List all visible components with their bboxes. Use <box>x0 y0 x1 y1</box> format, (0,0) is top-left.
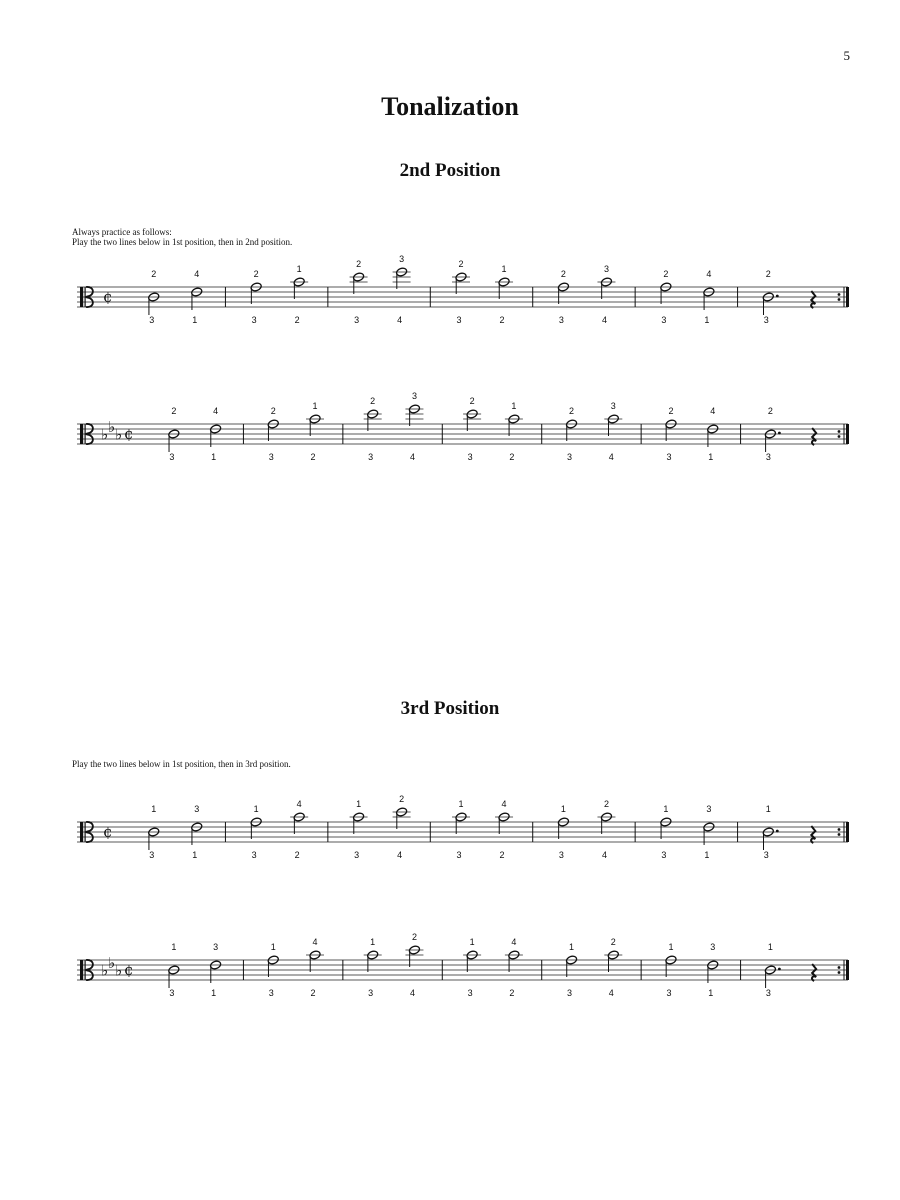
note <box>505 937 523 998</box>
fingering-below: 2 <box>509 988 515 998</box>
fingering-above: 4 <box>710 406 716 416</box>
fingering-below: 3 <box>169 988 175 998</box>
fingering-above: 1 <box>312 401 318 411</box>
fingering-below: 3 <box>251 850 257 860</box>
note <box>350 799 368 860</box>
instruction-line: Play the two lines below in 1st position, then in 3rd position. <box>72 759 291 769</box>
page-number: 5 <box>843 48 850 63</box>
note <box>290 799 308 860</box>
repeat-dot <box>838 293 841 296</box>
repeat-dot <box>838 971 841 974</box>
final-barline <box>846 960 849 980</box>
fingering-below: 3 <box>268 988 274 998</box>
flat-accidental: ♭ <box>108 954 116 972</box>
fingering-above: 4 <box>511 937 517 947</box>
repeat-dot <box>838 833 841 836</box>
fingering-above: 3 <box>411 391 417 401</box>
fingering-below: 1 <box>211 452 217 462</box>
fingering-below: 1 <box>192 850 198 860</box>
quarter-rest <box>811 826 815 843</box>
staff-2nd-position-line-2 <box>0 392 900 482</box>
note <box>405 391 423 462</box>
staff-3rd-position-line-1 <box>0 790 900 880</box>
fingering-below: 1 <box>704 315 710 325</box>
repeat-dot <box>838 828 841 831</box>
note <box>306 401 324 462</box>
note <box>597 799 615 860</box>
note <box>604 401 622 462</box>
fingering-below: 1 <box>708 988 714 998</box>
time-signature: ¢ <box>124 961 134 979</box>
fingering-below: 3 <box>763 850 769 860</box>
note <box>364 937 382 998</box>
fingering-above: 3 <box>710 942 716 952</box>
fingering-above: 3 <box>706 804 712 814</box>
time-signature: ¢ <box>124 425 134 443</box>
fingering-below: 2 <box>499 850 505 860</box>
fingering-below: 3 <box>467 452 473 462</box>
fingering-below: 4 <box>608 988 614 998</box>
augmentation-dot <box>778 968 781 971</box>
repeat-dot <box>838 430 841 433</box>
fingering-below: 3 <box>558 315 564 325</box>
repeat-dot <box>838 966 841 969</box>
fingering-above: 1 <box>356 799 362 809</box>
fingering-above: 1 <box>253 804 259 814</box>
repeat-dot <box>838 298 841 301</box>
fingering-below: 2 <box>310 988 316 998</box>
note <box>495 264 513 325</box>
fingering-below: 3 <box>567 452 573 462</box>
fingering-above: 2 <box>765 269 771 279</box>
fingering-above: 2 <box>603 799 609 809</box>
instructions-3rd-position <box>72 759 291 769</box>
flat-accidental: ♭ <box>108 418 116 436</box>
fingering-below: 3 <box>149 315 155 325</box>
quarter-rest <box>811 291 815 308</box>
fingering-above: 1 <box>370 937 376 947</box>
fingering-above: 1 <box>458 799 464 809</box>
augmentation-dot <box>776 830 779 833</box>
fingering-above: 1 <box>151 804 157 814</box>
fingering-above: 3 <box>194 804 200 814</box>
fingering-above: 1 <box>560 804 566 814</box>
fingering-above: 1 <box>501 264 507 274</box>
final-barline <box>846 287 849 307</box>
fingering-above: 4 <box>296 799 302 809</box>
fingering-above: 2 <box>767 406 773 416</box>
fingering-above: 1 <box>469 937 475 947</box>
fingering-below: 4 <box>397 850 403 860</box>
fingering-below: 3 <box>268 452 274 462</box>
fingering-above: 2 <box>270 406 276 416</box>
fingering-below: 4 <box>409 988 415 998</box>
fingering-below: 3 <box>149 850 155 860</box>
fingering-above: 1 <box>270 942 276 952</box>
fingering-above: 1 <box>668 942 674 952</box>
fingering-below: 4 <box>601 315 607 325</box>
fingering-below: 3 <box>567 988 573 998</box>
fingering-below: 2 <box>294 850 300 860</box>
time-signature: ¢ <box>103 288 113 306</box>
fingering-above: 3 <box>213 942 219 952</box>
fingering-below: 4 <box>601 850 607 860</box>
instructions-2nd-position <box>72 227 292 247</box>
final-barline <box>846 822 849 842</box>
fingering-below: 4 <box>397 315 403 325</box>
fingering-above: 2 <box>469 396 475 406</box>
fingering-below: 3 <box>354 850 360 860</box>
fingering-below: 1 <box>704 850 710 860</box>
fingering-below: 3 <box>467 988 473 998</box>
quarter-rest <box>812 964 816 981</box>
fingering-below: 3 <box>765 452 771 462</box>
fingering-below: 3 <box>666 988 672 998</box>
fingering-below: 3 <box>368 452 374 462</box>
fingering-above: 2 <box>560 269 566 279</box>
augmentation-dot <box>776 295 779 298</box>
fingering-below: 1 <box>211 988 217 998</box>
fingering-above: 1 <box>765 804 771 814</box>
note <box>393 254 411 325</box>
fingering-below: 3 <box>456 315 462 325</box>
staff-2nd-position-line-1 <box>0 255 900 345</box>
fingering-below: 3 <box>765 988 771 998</box>
fingering-above: 3 <box>610 401 616 411</box>
fingering-above: 3 <box>603 264 609 274</box>
fingering-above: 1 <box>511 401 517 411</box>
fingering-below: 4 <box>409 452 415 462</box>
note <box>290 264 308 325</box>
fingering-below: 3 <box>558 850 564 860</box>
fingering-below: 2 <box>294 315 300 325</box>
note <box>495 799 513 860</box>
fingering-below: 3 <box>354 315 360 325</box>
fingering-above: 4 <box>213 406 219 416</box>
note <box>463 937 481 998</box>
fingering-above: 2 <box>399 794 405 804</box>
fingering-above: 2 <box>569 406 575 416</box>
flat-accidental: ♭ <box>115 961 123 980</box>
fingering-above: 1 <box>767 942 773 952</box>
flat-accidental: ♭ <box>115 425 123 444</box>
fingering-below: 4 <box>608 452 614 462</box>
fingering-above: 1 <box>296 264 302 274</box>
fingering-above: 2 <box>370 396 376 406</box>
page-title: Tonalization <box>381 92 519 121</box>
section-title-3rd-position: 3rd Position <box>400 698 500 719</box>
flat-accidental: ♭ <box>101 425 109 444</box>
fingering-below: 1 <box>708 452 714 462</box>
fingering-above: 1 <box>171 942 177 952</box>
instruction-line: Always practice as follows: <box>72 227 172 237</box>
fingering-below: 3 <box>251 315 257 325</box>
quarter-rest <box>812 428 816 445</box>
note <box>597 264 615 325</box>
note <box>604 937 622 998</box>
fingering-below: 2 <box>499 315 505 325</box>
staff-3rd-position-line-2 <box>0 928 900 1018</box>
note <box>452 799 470 860</box>
fingering-above: 4 <box>194 269 200 279</box>
fingering-above: 2 <box>610 937 616 947</box>
fingering-above: 2 <box>253 269 259 279</box>
note <box>505 401 523 462</box>
fingering-above: 4 <box>501 799 507 809</box>
fingering-above: 2 <box>458 259 464 269</box>
fingering-below: 3 <box>456 850 462 860</box>
fingering-above: 2 <box>356 259 362 269</box>
fingering-below: 3 <box>661 315 667 325</box>
fingering-above: 2 <box>171 406 177 416</box>
final-barline <box>846 424 849 444</box>
fingering-above: 2 <box>663 269 669 279</box>
note <box>306 937 324 998</box>
time-signature: ¢ <box>103 823 113 841</box>
fingering-above: 2 <box>151 269 157 279</box>
fingering-above: 1 <box>569 942 575 952</box>
fingering-above: 1 <box>663 804 669 814</box>
fingering-above: 3 <box>399 254 405 264</box>
fingering-above: 2 <box>411 932 417 942</box>
fingering-above: 2 <box>668 406 674 416</box>
section-title-2nd-position: 2nd Position <box>399 160 501 181</box>
augmentation-dot <box>778 432 781 435</box>
fingering-below: 3 <box>661 850 667 860</box>
fingering-below: 2 <box>509 452 515 462</box>
fingering-below: 3 <box>763 315 769 325</box>
fingering-below: 2 <box>310 452 316 462</box>
fingering-below: 3 <box>169 452 175 462</box>
fingering-below: 3 <box>368 988 374 998</box>
fingering-above: 4 <box>312 937 318 947</box>
instruction-line: Play the two lines below in 1st position, then in 2nd position. <box>72 237 293 247</box>
repeat-dot <box>838 435 841 438</box>
fingering-below: 3 <box>666 452 672 462</box>
fingering-above: 4 <box>706 269 712 279</box>
flat-accidental: ♭ <box>101 961 109 980</box>
fingering-below: 1 <box>192 315 198 325</box>
